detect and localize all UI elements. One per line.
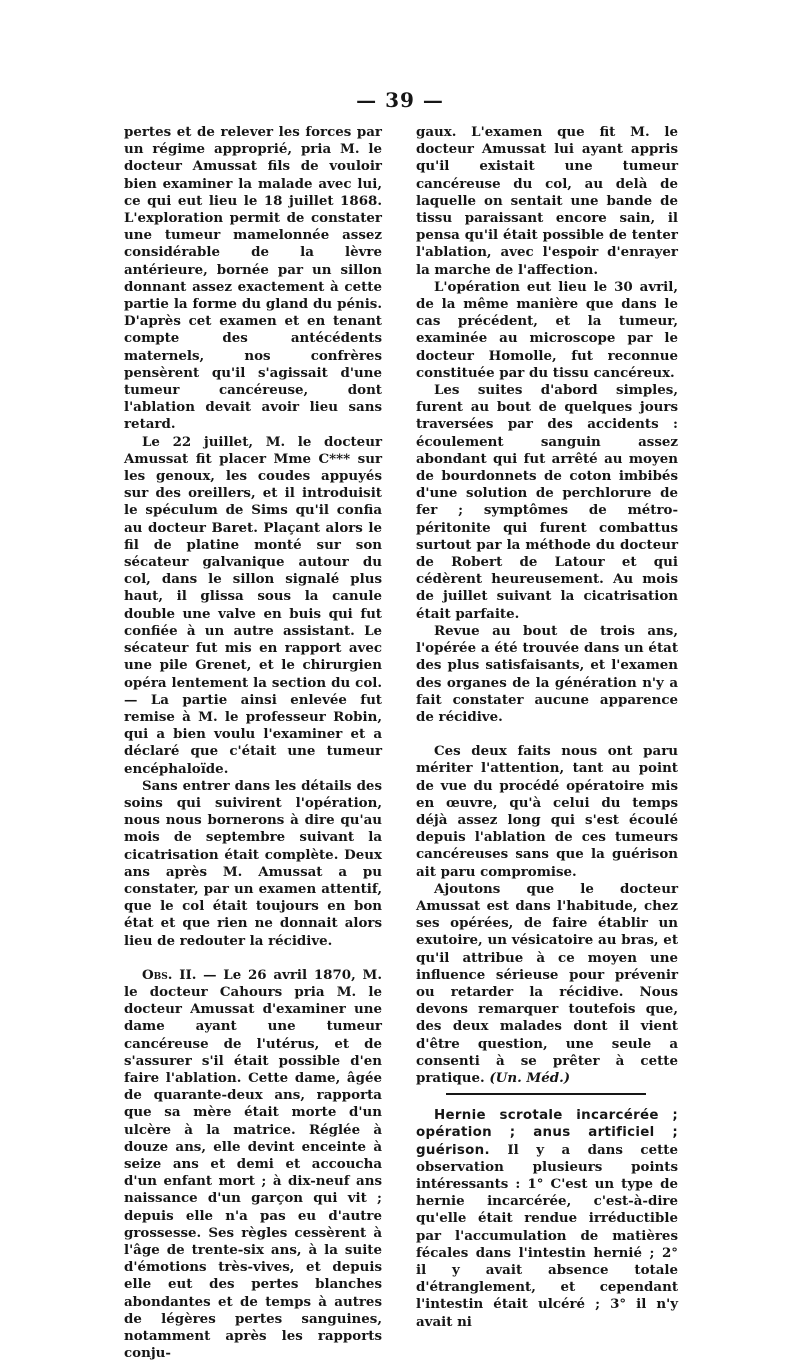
paragraph: pertes et de relever les forces par un régime approprié, pria M. le docteur Amussat fils de vouloir bien examiner la malade avec lui, ce qui eut lieu le 18 juillet 1868. L'exploration permit de constater une tumeur mamelonnée assez considérable de la lèvre antérieure, bornée par un sillon donnant assez exactement à cette partie la forme du gland du pénis. D'après cet examen et en tenant compte des antécédents maternels, nos confrères pensèrent qu'il s'agissait d'une tumeur cancéreuse, dont l'ablation devait avoir lieu sans retard. xyxy=(124,124,382,433)
paragraph: Ces deux faits nous ont paru mériter l'attention, tant au point de vue du procédé opératoire mis en œuvre, qu'à celui du temps déjà assez long qui s'est écoulé depuis l'ablation de ces tumeurs cancéreuses sans que la guérison ait paru compromise. xyxy=(416,743,678,880)
paragraph-text: Ajoutons que le docteur Amussat est dans l'habitude, chez ses opérées, de faire établir un exutoire, un vésicatoire au bras, et qu'il attribue à ce moyen une influence sérieuse pour prévenir ou retarder la récidive. Nous devons remarquer toutefois que, des deux malades dont il vient d'être question, une seule a consenti à se prêter à cette pratique. xyxy=(416,880,678,1086)
section-paragraph xyxy=(416,1107,678,1331)
paragraph-text: — Le 26 avril 1870, M. le docteur Cahours pria M. le docteur Amussat d'examiner une dame ayant une tumeur cancéreuse de l'utérus, et de s'assurer s'il était possible d'en faire l'ablation. Cette dame, âgée de quarante-deux ans, rapporta que sa mère était morte d'un ulcère à la matrice. Réglée à douze ans, elle devint enceinte à seize ans et demi et accoucha d'un enfant mort ; à dix-neuf ans naissance d'un garçon qui vit ; depuis elle n'a pas eu d'autre grossesse. Ses règles cessèrent à l'âge de trente-six ans, à la suite d'émotions très-vives, et depuis elle eut des pertes blanches abondantes et de temps à autres de légères pertes sanguines, notamment après les rapports conju- xyxy=(124,966,382,1362)
paragraph xyxy=(416,881,678,1087)
paragraph: gaux. L'examen que fit M. le docteur Amussat lui ayant appris qu'il existait une tumeur cancéreuse du col, au delà de laquelle on sentait une bande de tissu paraissant encore sain, il pensa qu'il était possible de tenter l'ablation, avec l'espoir d'enrayer la marche de l'affection. xyxy=(416,124,678,278)
observation-paragraph xyxy=(124,967,382,1362)
paragraph: L'opération eut lieu le 30 avril, de la même manière que dans le cas précédent, et la tumeur, examinée au microscope par le docteur Homolle, fut reconnue constituée par du tissu cancéreux. xyxy=(416,278,678,381)
paragraph: Revue au bout de trois ans, l'opérée a été trouvée dans un état des plus satisfaisants, et l'examen des organes de la génération n'y a fait constater aucune apparence de récidive. xyxy=(416,622,678,725)
observation-label: Obs. II. xyxy=(142,966,197,983)
paragraph-text: Il y a dans cette observation plusieurs points intéressants : 1° C'est un type de hernie incarcérée, c'est-à-dire qu'elle était rendue irréductible par l'accumulation de matières fécales dans l'intestin hernié ; 2° il y avait absence totale d'étranglement, et cependant l'intestin était ulcéré ; 3° il n'y avait ni xyxy=(416,1141,678,1330)
paragraph: Les suites d'abord simples, furent au bout de quelques jours traversées par des accidents : écoulement sanguin assez abondant qui fut arrêté au moyen de bourdonnets de coton imbibés d'une solution de perchlorure de fer ; symptômes de métro-péritonite qui furent combattus surtout par la méthode du docteur de Robert de Latour et qui cédèrent heureusement. Au mois de juillet suivant la cicatrisation était parfaite. xyxy=(416,382,678,622)
section-divider xyxy=(446,1093,646,1095)
section-heading: Hernie scrotale incarcérée ; opération ; anus artificiel ; guérison. xyxy=(416,1108,678,1158)
source-citation: (Un. Méd.) xyxy=(489,1069,571,1086)
paragraph: Le 22 juillet, M. le docteur Amussat fit placer Mme C*** sur les genoux, les coudes appuyés sur des oreillers, et il introduisit le spéculum de Sims qu'il confia au docteur Baret. Plaçant alors le fil de platine monté sur son sécateur galvanique autour du col, dans le sillon signalé plus haut, il glissa sous la canule double une valve en buis qui fut confiée à un autre assistant. Le sécateur fut mis en rapport avec une pile Grenet, et le chirurgien opéra lentement la section du col. — La partie ainsi enlevée fut remise à M. le professeur Robin, qui a bien voulu l'examiner et a déclaré que c'était une tumeur encéphaloïde. xyxy=(124,433,382,777)
paragraph: Sans entrer dans les détails des soins qui suivirent l'opération, nous nous bornerons à dire qu'au mois de septembre suivant la cicatrisation était complète. Deux ans après M. Amussat a pu constater, par un examen attentif, que le col était toujours en bon état et que rien ne donnait alors lieu de redouter la récidive. xyxy=(124,777,382,949)
left-column xyxy=(124,124,382,1362)
right-column xyxy=(416,124,678,1331)
page-number: — 39 — xyxy=(356,88,444,112)
